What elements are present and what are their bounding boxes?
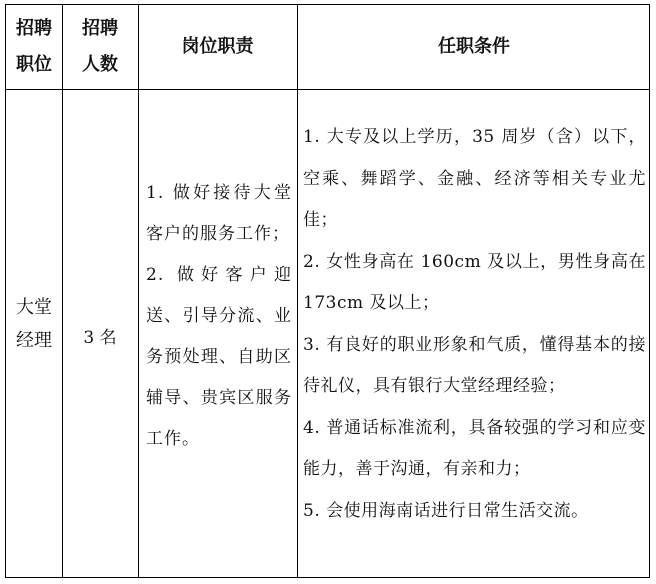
requirement-item: 3. 有良好的职业形象和气质，懂得基本的接待礼仪，具有银行大堂经理经验； [303, 334, 646, 396]
position-line1: 大堂 [16, 297, 52, 318]
column-divider [138, 5, 139, 577]
header-count-line1: 招聘 [82, 18, 118, 39]
requirement-item: 1. 大专及以上学历，35 周岁（含）以下，空乘、舞蹈学、金融、经济等相关专业尤佳； [303, 127, 646, 230]
duty-item: 1. 做好接待大堂客户的服务工作； [146, 183, 292, 244]
duties-cell [146, 173, 292, 460]
header-duties-label: 岗位职责 [181, 36, 254, 57]
position-cell [6, 291, 62, 357]
header-count-line2: 人数 [82, 54, 118, 75]
column-divider [297, 5, 298, 577]
header-duties [138, 5, 297, 89]
header-position-line2: 职位 [16, 54, 52, 75]
duty-item: 2. 做好客户迎送、引导分流、业务预处理、自助区辅导、贵宾区服务工作。 [146, 265, 292, 449]
header-position [6, 5, 62, 89]
position-line2: 经理 [16, 330, 52, 351]
requirement-item: 2. 女性身高在 160cm 及以上，男性身高在 173cm 及以上； [303, 251, 646, 313]
recruitment-table [5, 4, 650, 578]
header-requirements-label: 任职条件 [438, 36, 510, 57]
column-divider [62, 5, 63, 577]
header-count [62, 5, 138, 89]
requirement-item: 4. 普通话标准流利，具备较强的学习和应变能力，善于沟通，有亲和力； [303, 417, 646, 479]
requirements-cell [303, 117, 646, 532]
header-position-line1: 招聘 [16, 18, 52, 39]
requirement-item: 5. 会使用海南话进行日常生活交流。 [303, 500, 589, 521]
header-divider [6, 89, 649, 90]
header-requirements [297, 5, 651, 89]
count-cell: 3 名 [83, 328, 117, 348]
